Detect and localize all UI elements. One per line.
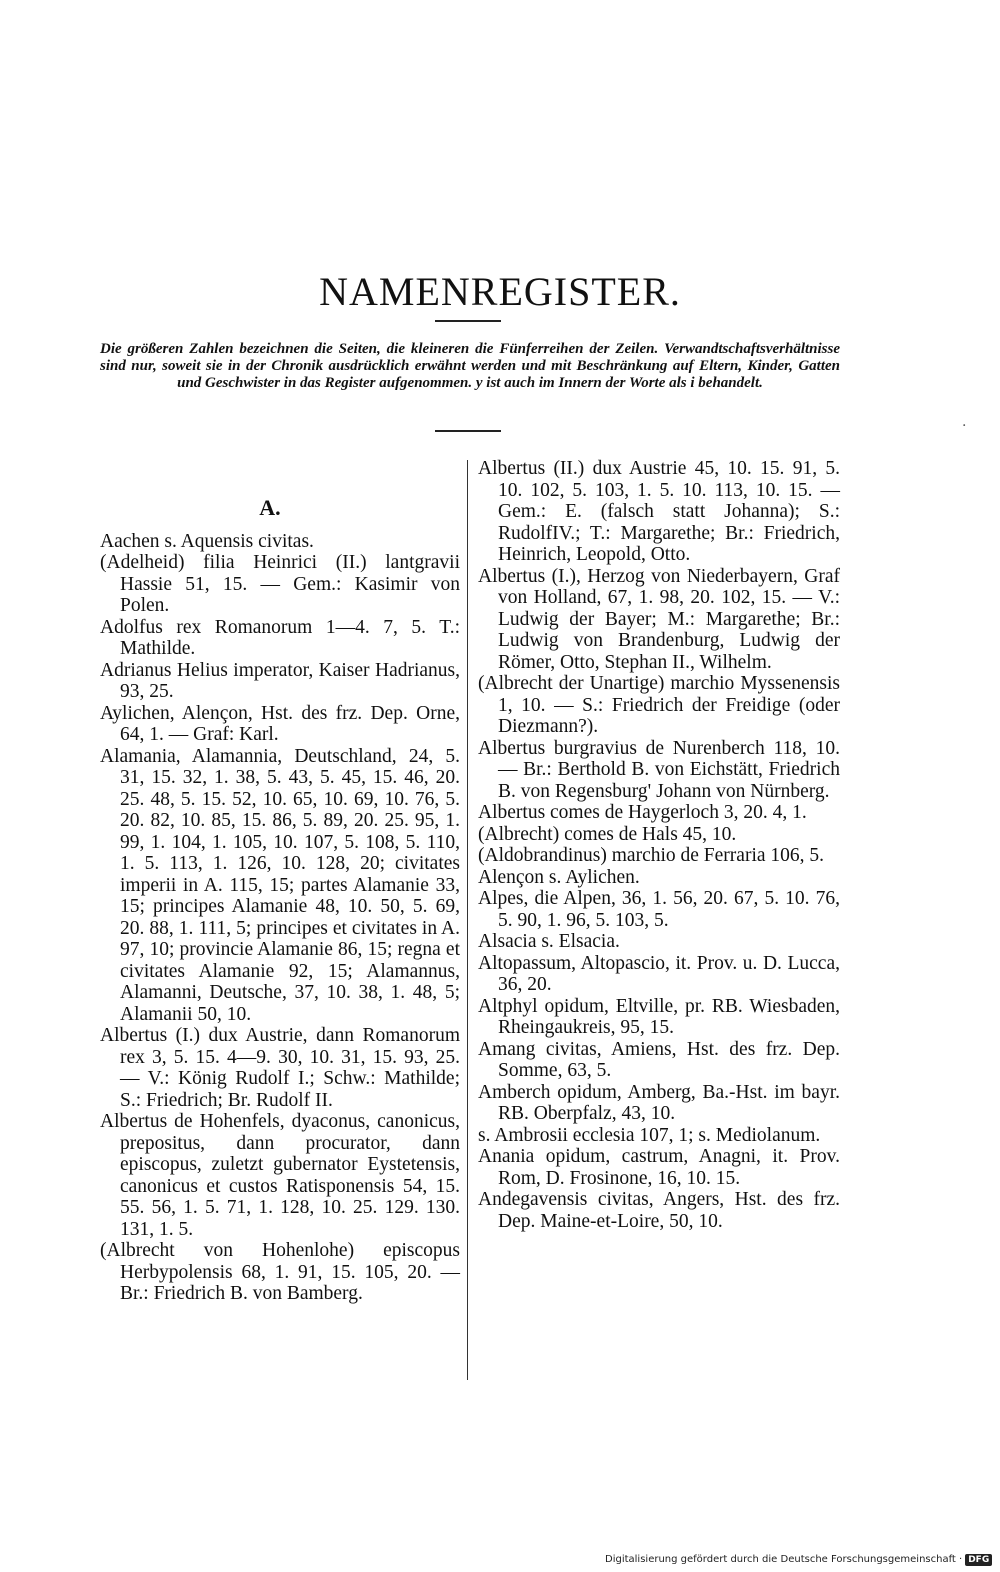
intro-rule (435, 430, 501, 432)
index-entry: Albertus burgravius de Nurenberch 118, 10. — Br.: Berthold B. von Eichstätt, Friedrich B. von Regensburg' Johann von Nürnberg. (478, 737, 840, 802)
index-entry: (Albrecht der Unartige) marchio Myssenensis 1, 10. — S.: Friedrich der Freidige (oder Diezmann?). (478, 673, 840, 737)
index-entry: Altphyl opidum, Eltville, pr. RB. Wiesbaden, Rheingaukreis, 95, 15. (478, 995, 840, 1038)
index-entry: Alamania, Alamannia, Deutschland, 24, 5. 31, 15. 32, 1. 38, 5. 43, 5. 45, 15. 46, 20. 25. 48, 5. 15. 52, 10. 65, 10. 69, 10. 76, 5. 20. 82, 10. 85, 15. 86, 5. 89, 20. 25. 95, 1. 99, 1. 104, 1. 105, 10. 107, 5. 108, 5. 110, 1. 5. 113, 1. 126, 10. 128, 20; civitates imperii in A. 115, 15; partes Alamanie 33, 15; principes Alamanie 48, 10. 50, 5. 69, 20. 88, 1. 111, 5; principes et civitates in A. 97, 10; provincie Alamanie 86, 15; regna et civitates Alamanie 92, 15; Alamannus, Alamanni, Deutsche, 37, 10. 38, 1. 48, 5; Alamanii 50, 10. (100, 745, 460, 1025)
intro-note: Die größeren Zahlen bezeichnen die Seiten, die kleineren die Fünferreihen der Zeilen. Verwandtschaftsverhältnisse sind nur, soweit sie in der Chronik ausdrücklich erwähnt werden und mit Beschränkung auf Eltern, Kinder, Gatten und Geschwister in das Register aufgenommen. y ist auch im Innern der Worte als i behandelt. (100, 341, 840, 391)
index-entry: (Albrecht) comes de Hals 45, 10. (478, 823, 737, 845)
index-entry: (Albrecht von Hohenlohe) episcopus Herbypolensis 68, 1. 91, 15. 105, 20. — Br.: Friedrich B. von Bamberg. (100, 1240, 460, 1304)
index-entry: Andegavensis civitas, Angers, Hst. des frz. Dep. Maine-et-Loire, 50, 10. (478, 1189, 840, 1232)
dfg-logo: DFG (965, 1554, 992, 1566)
section-letter: A. (259, 495, 281, 520)
index-entry: Albertus (II.) dux Austrie 45, 10. 15. 91, 5. 10. 102, 5. 103, 1. 5. 10. 113, 10. 15. — Gem.: E. (falsch statt Johanna); S.: RudolfIV.; T.: Margarethe; Br.: Friedrich, Heinrich, Leopold, Otto. (478, 458, 840, 565)
index-entry: Albertus (I.), Herzog von Niederbayern, Graf von Holland, 67, 1. 98, 20. 102, 15. — V.: Ludwig der Bayer; M.: Margarethe; Br.: Ludwig von Brandenburg, Ludwig der Römer, Otto, Stephan II., Wilhelm. (478, 565, 840, 673)
index-entry: Adrianus Helius imperator, Kaiser Hadrianus, 93, 25. (100, 659, 460, 702)
right-column (478, 458, 840, 1232)
index-entry: Albertus de Hohenfels, dyaconus, canonicus, prepositus, dann procurator, dann episcopus, zuletzt gubernator Eystetensis, canonicus et custos Ratisponensis 54, 15. 55. 56, 1. 5. 71, 1. 128, 10. 25. 129. 130. 131, 1. 5. (100, 1111, 460, 1240)
index-entry: Alençon s. Aylichen. (478, 866, 640, 888)
index-entry: (Aldobrandinus) marchio de Ferraria 106, 5. (478, 845, 825, 866)
index-entry: Aachen s. Aquensis civitas. (100, 530, 314, 552)
index-entry: Alpes, die Alpen, 36, 1. 56, 20. 67, 5. 10. 76, 5. 90, 1. 96, 5. 103, 5. (478, 888, 840, 931)
index-entry: Anania opidum, castrum, Anagni, it. Prov. Rom, D. Frosinone, 16, 10. 15. (478, 1146, 840, 1189)
index-entry: s. Ambrosii ecclesia 107, 1; s. Mediolanum. (478, 1124, 821, 1146)
index-entry: Adolfus rex Romanorum 1—4. 7, 5. T.: Mathilde. (100, 616, 460, 659)
index-entry: Amang civitas, Amiens, Hst. des frz. Dep. Somme, 63, 5. (478, 1038, 840, 1081)
index-entry: Albertus comes de Haygerloch 3, 20. 4, 1. (478, 802, 807, 823)
index-entry: Aylichen, Alençon, Hst. des frz. Dep. Orne, 64, 1. — Graf: Karl. (100, 702, 460, 745)
title-rule (435, 320, 501, 322)
index-entry: Alsacia s. Elsacia. (478, 931, 620, 952)
index-entry: Albertus (I.) dux Austrie, dann Romanorum rex 3, 5. 15. 4—9. 30, 10. 31, 15. 93, 25. — V.: König Rudolf I.; Schw.: Mathilde; S.: Friedrich; Br. Rudolf II. (100, 1025, 460, 1111)
index-entry: (Adelheid) filia Heinrici (II.) lantgravii Hassie 51, 15. — Gem.: Kasimir von Polen. (100, 552, 460, 616)
column-divider (467, 460, 468, 1380)
page-title: NAMENREGISTER. (319, 269, 681, 314)
margin-mark: · (962, 418, 967, 434)
left-column (100, 497, 460, 1305)
footer-text: Digitalisierung gefördert durch die Deutsche Forschungsgemeinschaft · (605, 1554, 963, 1565)
index-entry: Altopassum, Altopascio, it. Prov. u. D. Lucca, 36, 20. (478, 952, 840, 995)
digitization-footer (605, 1554, 992, 1566)
index-entry: Amberch opidum, Amberg, Ba.-Hst. im bayr. RB. Oberpfalz, 43, 10. (478, 1081, 840, 1124)
